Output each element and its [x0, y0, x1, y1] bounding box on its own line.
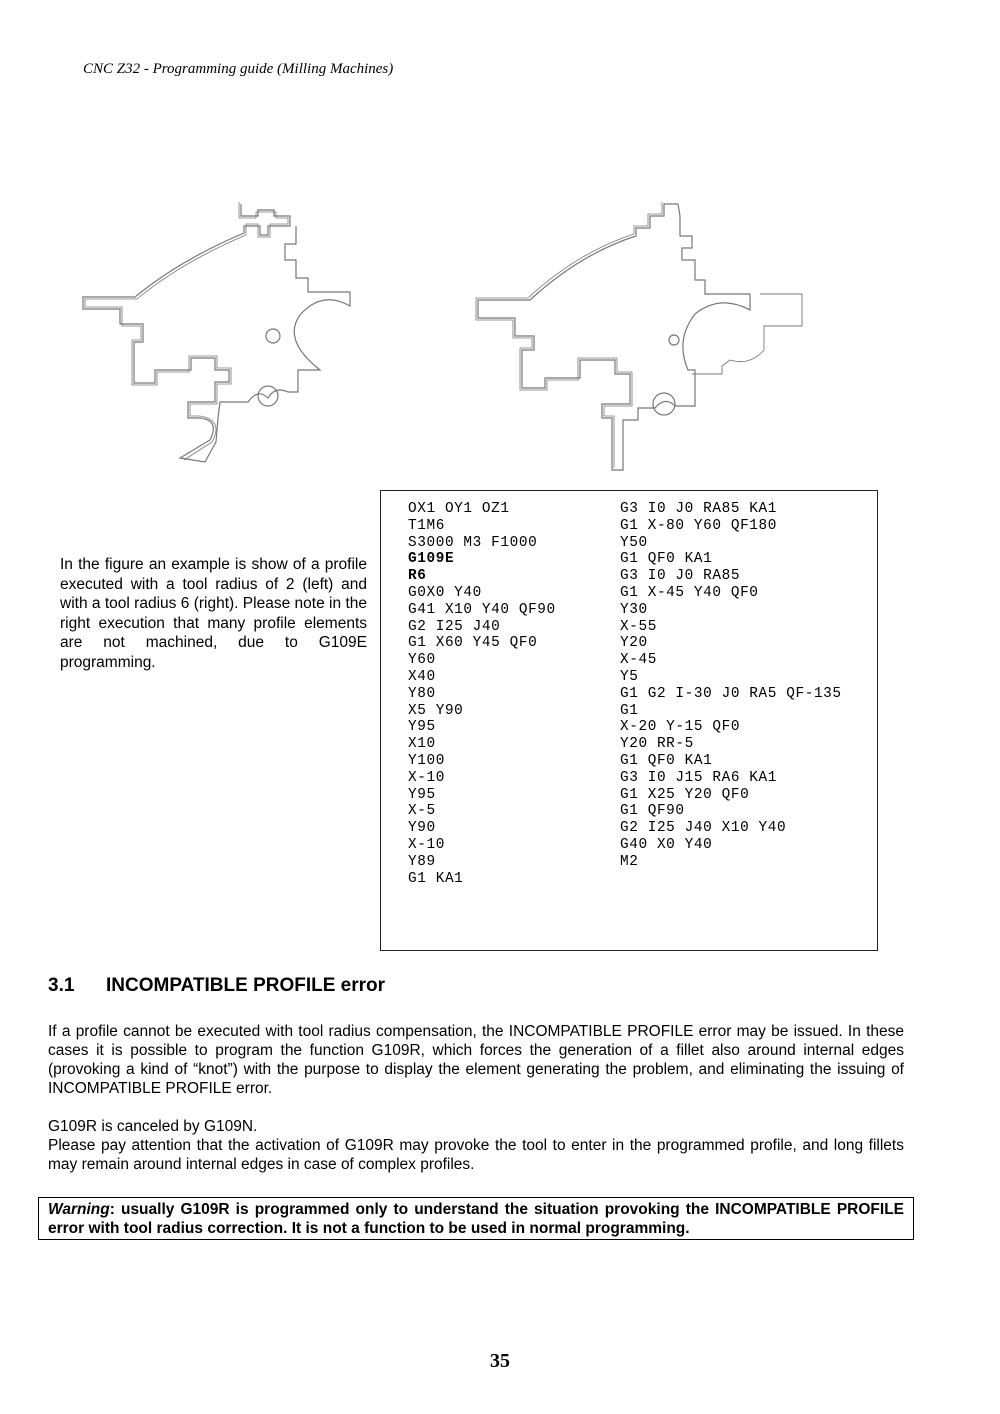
code-line: G40 X0 Y40 — [620, 836, 713, 853]
code-line: X40 — [408, 668, 436, 685]
code-column-left — [408, 501, 556, 887]
profile-figure — [60, 190, 820, 480]
code-line: Y30 — [620, 601, 648, 618]
code-line: G1 QF90 — [620, 803, 685, 820]
code-line: Y90 — [408, 820, 436, 837]
left-profile-drawing — [83, 202, 350, 462]
cnc-code-listing — [380, 490, 878, 951]
code-line: X-5 — [408, 803, 436, 820]
right-profile-drawing — [476, 202, 802, 470]
code-line: M2 — [620, 853, 639, 870]
code-line: Y95 — [408, 786, 436, 803]
profile-drawings — [60, 190, 820, 480]
code-line: G41 X10 Y40 QF90 — [408, 601, 556, 618]
code-line: Y20 — [620, 635, 648, 652]
code-line: X-10 — [408, 769, 445, 786]
section-heading — [48, 975, 385, 997]
code-line: S3000 M3 F1000 — [408, 534, 538, 551]
page-number: 35 — [490, 1350, 510, 1372]
code-line: G109E — [408, 551, 455, 568]
code-column-right — [620, 501, 842, 871]
section-paragraph-3: Please pay attention that the activation of G109R may provoke the tool to enter in the programmed profile, and long fillets may remain around internal edges in case of complex profiles. — [48, 1137, 904, 1173]
code-line: G2 I25 J40 X10 Y40 — [620, 820, 787, 837]
code-line: Y100 — [408, 752, 445, 769]
code-line: Y60 — [408, 652, 436, 669]
section-title: INCOMPATIBLE PROFILE error — [106, 975, 386, 996]
code-line: X-10 — [408, 836, 445, 853]
code-line: G1 QF0 KA1 — [620, 752, 713, 769]
code-line: G1 X-45 Y40 QF0 — [620, 584, 759, 601]
section-paragraph-2: G109R is canceled by G109N. — [48, 1118, 258, 1135]
code-line: G0X0 Y40 — [408, 584, 482, 601]
code-line: G1 KA1 — [408, 870, 464, 887]
code-line: T1M6 — [408, 517, 445, 534]
code-line: X-20 Y-15 QF0 — [620, 719, 741, 736]
code-line: OX1 OY1 OZ1 — [408, 501, 510, 517]
section-number: 3.1 — [48, 975, 75, 996]
code-line: G1 X60 Y45 QF0 — [408, 635, 538, 652]
code-line: Y20 RR-5 — [620, 736, 694, 753]
code-line: Y95 — [408, 719, 436, 736]
code-line: G1 X-80 Y60 QF180 — [620, 517, 778, 534]
code-line: G1 — [620, 702, 639, 719]
code-line: X10 — [408, 736, 436, 753]
code-line: Y50 — [620, 534, 648, 551]
code-line: X-55 — [620, 618, 657, 635]
code-line: G1 X25 Y20 QF0 — [620, 786, 750, 803]
code-line: G3 I0 J0 RA85 — [620, 568, 741, 585]
warning-box — [38, 1197, 914, 1240]
code-line: Y5 — [620, 668, 639, 685]
warning-text: : usually G109R is programmed only to understand the situation provoking the INCOMPATIBLE PROFILE error with tool radius correction. It is not a function to be used in normal programming. — [48, 1201, 904, 1237]
page-header: CNC Z32 - Programming guide (Milling Machines) — [83, 61, 394, 77]
code-line: X-45 — [620, 652, 657, 669]
code-line: X5 Y90 — [408, 702, 464, 719]
code-line: Y89 — [408, 853, 436, 870]
code-line: G2 I25 J40 — [408, 618, 501, 635]
code-line: Y80 — [408, 685, 436, 702]
figure-description: In the figure an example is show of a profile executed with a tool radius of 2 (left) and with a tool radius 6 (right). Please note in the right execution that many profile elements are not machined, due to G109E programming. — [60, 556, 367, 671]
code-line: G1 G2 I-30 J0 RA5 QF-135 — [620, 685, 842, 702]
code-line: G3 I0 J15 RA6 KA1 — [620, 769, 778, 786]
code-line: G1 QF0 KA1 — [620, 551, 713, 568]
section-paragraph-1: If a profile cannot be executed with tool radius compensation, the INCOMPATIBLE PROFILE error may be issued. In these cases it is possible to program the function G109R, which forces the generation of a fillet also around internal edges (provoking a kind of “knot”) with the purpose to display the element generating the problem, and eliminating the issuing of INCOMPATIBLE PROFILE error. — [48, 1023, 904, 1097]
code-line: G3 I0 J0 RA85 KA1 — [620, 501, 778, 517]
code-line: R6 — [408, 568, 427, 585]
warning-label: Warning — [48, 1201, 110, 1218]
